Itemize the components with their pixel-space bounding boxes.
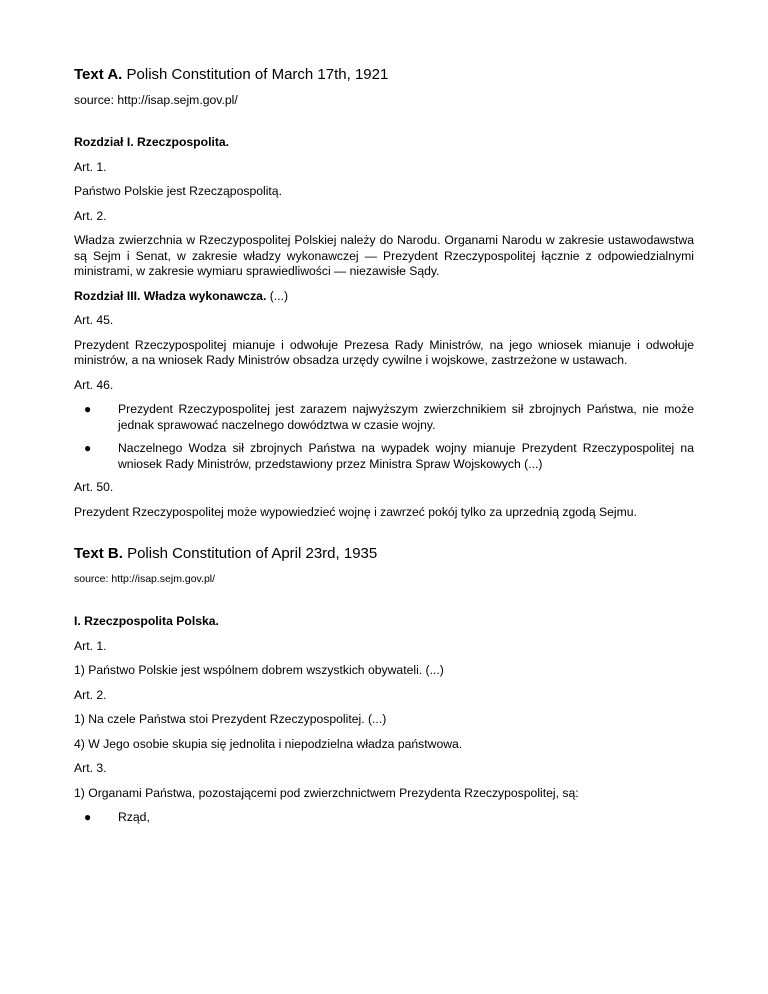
- text-a-chapter-3-ellipsis: (...): [266, 288, 289, 303]
- text-a-title: [74, 66, 694, 84]
- bullet-icon: ●: [84, 810, 92, 824]
- list-item: [74, 810, 694, 826]
- text-b-art3-list: [74, 810, 694, 826]
- list-item-text: Prezydent Rzeczypospolitej jest zarazem najwyższym zwierzchnikiem sił zbrojnych Państwa, nie może jednak sprawować naczelnego dowództwa w czasie wojny.: [118, 402, 694, 432]
- text-a-art50-label: Art. 50.: [74, 480, 114, 494]
- text-b-art3-label: Art. 3.: [74, 761, 107, 775]
- text-a-chapter-3-heading: [74, 289, 694, 305]
- text-a-label: Text A.: [74, 66, 123, 83]
- text-a-art46-list: [74, 402, 694, 472]
- list-item: [74, 441, 694, 472]
- text-a-art2-label: Art. 2.: [74, 208, 107, 223]
- text-a-art46-label: Art. 46.: [74, 377, 114, 392]
- text-b-art2-p4: 4) W Jego osobie skupia się jednolita i niepodzielna władza państwowa.: [74, 736, 463, 751]
- text-a-art50-text: Prezydent Rzeczypospolitej może wypowiedzieć wojnę i zawrzeć pokój tylko za uprzednią zgodą Sejmu.: [74, 504, 637, 519]
- text-b-art1-p1: 1) Państwo Polskie jest wspólnem dobrem wszystkich obywateli. (...): [74, 663, 444, 677]
- text-a-art2-text: Władza zwierzchnia w Rzeczypospolitej Polskiej należy do Narodu. Organami Narodu w zakresie ustawodawstwa są Sejm i Senat, w zakresie władzy wykonawczej — Prezydent Rzeczypospolitej łącznie z odpowiedzialnymi ministrami, w zakresie wymiaru sprawiedliwości — niezawisłe Sądy.: [74, 233, 694, 278]
- text-a-art45-label: Art. 45.: [74, 313, 114, 327]
- text-a-chapter-1-heading: Rozdział I. Rzeczpospolita.: [74, 135, 230, 149]
- document-page: [74, 66, 694, 834]
- text-a-source: source: http://isap.sejm.gov.pl/: [74, 93, 238, 107]
- text-b-art1-label: Art. 1.: [74, 638, 107, 653]
- text-b-art3-p1: 1) Organami Państwa, pozostającemi pod zwierzchnictwem Prezydenta Rzeczypospolitej, są:: [74, 785, 579, 800]
- text-b-chapter-1-heading: I. Rzeczpospolita Polska.: [74, 614, 219, 628]
- text-a-art1-label: Art. 1.: [74, 159, 107, 174]
- text-b-title: [74, 545, 694, 563]
- list-item: [74, 402, 694, 433]
- text-b-label: Text B.: [74, 545, 123, 562]
- text-b-art2-label: Art. 2.: [74, 687, 107, 702]
- text-b-source: source: http://isap.sejm.gov.pl/: [74, 573, 216, 585]
- bullet-icon: ●: [84, 402, 92, 416]
- text-a-art1-text: Państwo Polskie jest Rzecząpospolitą.: [74, 184, 282, 198]
- text-b-art2-p1: 1) Na czele Państwa stoi Prezydent Rzeczypospolitej. (...): [74, 712, 387, 726]
- text-a-art45-text: Prezydent Rzeczypospolitej mianuje i odwołuje Prezesa Rady Ministrów, na jego wniosek mianuje i odwołuje ministrów, a na wniosek Rady Ministrów obsadza urzędy cywilne i wojskowe, zastrzeżone w ustawach.: [74, 337, 694, 367]
- text-a-title-text: Polish Constitution of March 17th, 1921: [122, 66, 389, 83]
- bullet-icon: ●: [84, 441, 92, 455]
- list-item-text: Rząd,: [118, 810, 150, 824]
- text-a-chapter-3-title: Rozdział III. Władza wykonawcza.: [74, 288, 267, 303]
- text-b-title-text: Polish Constitution of April 23rd, 1935: [122, 545, 378, 562]
- list-item-text: Naczelnego Wodza sił zbrojnych Państwa na wypadek wojny mianuje Prezydent Rzeczypospolitej na wniosek Rady Ministrów, przedstawiony przez Ministra Spraw Wojskowych (...): [118, 441, 694, 471]
